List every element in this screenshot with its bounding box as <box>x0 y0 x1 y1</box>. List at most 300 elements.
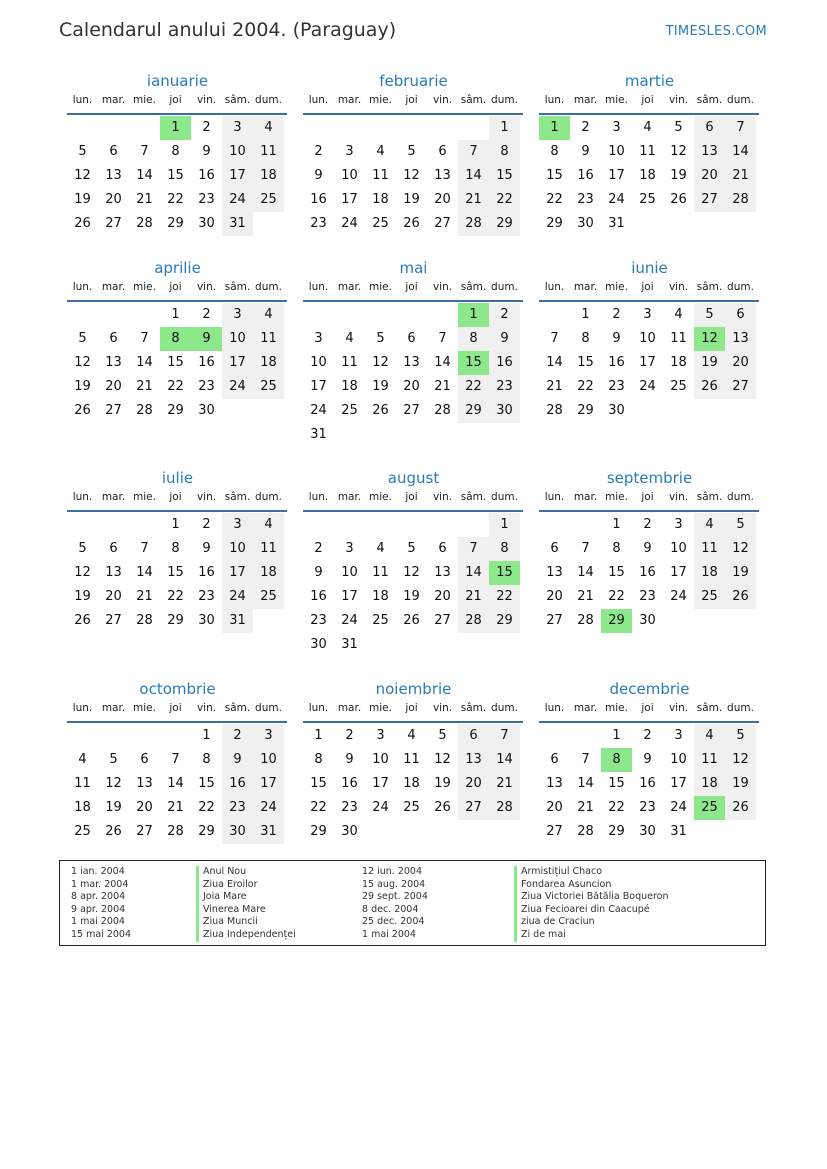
weekday-label: mie. <box>605 491 628 503</box>
weekday-label: sâm. <box>696 702 723 714</box>
day-cell: 24 <box>253 796 284 820</box>
day-cell: 5 <box>376 331 385 346</box>
day-cell: 21 <box>489 772 520 796</box>
day-cell: 27 <box>725 375 756 399</box>
week-row <box>303 537 524 561</box>
day-cell: 21 <box>577 589 594 604</box>
weekday-label: mar. <box>101 702 126 714</box>
day-cell: 24 <box>222 375 253 399</box>
month-name: mai <box>399 259 428 277</box>
empty-cell <box>427 633 458 657</box>
day-cell: 6 <box>438 541 447 556</box>
week-row <box>303 212 524 236</box>
days-grid <box>303 513 524 657</box>
day-cell: 14 <box>434 355 451 370</box>
day-cell: 4 <box>253 303 284 327</box>
weekday-label: lun. <box>72 281 93 293</box>
day-cell: 16 <box>577 168 594 183</box>
week-row <box>303 633 524 657</box>
day-cell: 29 <box>546 216 563 231</box>
day-cell: 18 <box>253 164 284 188</box>
day-cell: 10 <box>608 144 625 159</box>
day-cell: 30 <box>639 824 656 839</box>
day-cell: 15 <box>489 164 520 188</box>
weekday-label: lun. <box>544 491 565 503</box>
weekday-label: joi <box>169 491 182 503</box>
day-cell: 28 <box>577 824 594 839</box>
week-row <box>539 399 760 423</box>
weekday-label: sâm. <box>460 281 487 293</box>
day-cell: 27 <box>136 824 153 839</box>
weekday-label: vin. <box>432 94 453 106</box>
empty-cell <box>396 633 427 657</box>
day-cell: 9 <box>314 565 323 580</box>
weekday-header <box>539 491 760 509</box>
day-cell: 11 <box>372 565 389 580</box>
weekday-label: vin. <box>432 491 453 503</box>
empty-cell <box>334 513 365 537</box>
day-cell: 31 <box>310 427 327 442</box>
empty-cell <box>253 609 284 633</box>
day-cell: 18 <box>341 379 358 394</box>
week-row <box>539 609 760 633</box>
week-row <box>539 724 760 748</box>
day-cell: 6 <box>725 303 756 327</box>
day-cell: 29 <box>310 824 327 839</box>
legend-dates-left <box>71 866 131 942</box>
day-cell: 29 <box>458 399 489 423</box>
empty-cell <box>694 399 725 423</box>
week-row <box>303 585 524 609</box>
header-divider <box>67 113 287 115</box>
day-cell: 7 <box>171 752 180 767</box>
day-cell: 28 <box>546 403 563 418</box>
weekday-header <box>539 702 760 720</box>
day-cell: 20 <box>105 379 122 394</box>
empty-cell <box>725 399 756 423</box>
legend-holiday-date: 8 dec. 2004 <box>362 903 419 915</box>
empty-cell <box>458 513 489 537</box>
weekday-label: lun. <box>72 94 93 106</box>
week-row <box>303 188 524 212</box>
month-name: iulie <box>161 469 194 487</box>
week-row <box>67 513 288 537</box>
day-cell: 28 <box>434 403 451 418</box>
week-row <box>303 820 524 844</box>
day-cell: 14 <box>136 565 153 580</box>
day-cell: 19 <box>694 351 725 375</box>
legend-holiday-name: Joia Mare <box>196 891 296 904</box>
month-name: octombrie <box>139 680 216 698</box>
month-name: august <box>387 469 440 487</box>
empty-cell <box>253 399 284 423</box>
day-cell: 22 <box>608 589 625 604</box>
week-row <box>303 609 524 633</box>
legend-holiday-date: 29 sept. 2004 <box>362 891 428 903</box>
weekday-label: joi <box>641 702 654 714</box>
empty-cell <box>539 513 570 537</box>
weekday-label: dum. <box>491 94 518 106</box>
day-cell: 14 <box>458 561 489 585</box>
days-grid <box>303 303 524 447</box>
week-row <box>539 561 760 585</box>
empty-cell <box>570 724 601 748</box>
day-cell: 2 <box>202 307 211 322</box>
day-cell: 16 <box>222 772 253 796</box>
week-row <box>67 351 288 375</box>
week-row <box>539 513 760 537</box>
day-cell: 21 <box>167 800 184 815</box>
day-cell: 24 <box>670 589 687 604</box>
day-cell: 18 <box>403 776 420 791</box>
day-cell: 6 <box>140 752 149 767</box>
day-cell: 18 <box>372 589 389 604</box>
empty-cell <box>98 724 129 748</box>
day-cell: 8 <box>160 327 191 351</box>
day-cell: 27 <box>546 613 563 628</box>
day-cell: 1 <box>160 116 191 140</box>
weekday-label: mar. <box>101 491 126 503</box>
day-cell: 17 <box>670 565 687 580</box>
day-cell: 25 <box>341 403 358 418</box>
day-cell: 7 <box>140 541 149 556</box>
day-cell: 29 <box>167 613 184 628</box>
week-row <box>303 748 524 772</box>
empty-cell <box>458 820 489 844</box>
empty-cell <box>632 212 663 236</box>
weekday-header <box>539 281 760 299</box>
day-cell: 13 <box>694 140 725 164</box>
header-divider <box>303 721 523 723</box>
day-cell: 16 <box>198 168 215 183</box>
legend-names-right <box>514 866 669 942</box>
weekday-label: lun. <box>544 702 565 714</box>
weekday-label: mie. <box>369 281 392 293</box>
day-cell: 7 <box>489 724 520 748</box>
weekday-label: lun. <box>72 702 93 714</box>
week-row <box>539 748 760 772</box>
day-cell: 15 <box>310 776 327 791</box>
day-cell: 14 <box>167 776 184 791</box>
day-cell: 3 <box>345 144 354 159</box>
day-cell: 3 <box>674 517 683 532</box>
weekday-label: vin. <box>196 491 217 503</box>
legend-holiday-name: Vinerea Mare <box>196 904 296 917</box>
day-cell: 13 <box>105 168 122 183</box>
day-cell: 13 <box>546 565 563 580</box>
day-cell: 25 <box>403 800 420 815</box>
weekday-label: mar. <box>101 94 126 106</box>
days-grid <box>67 724 288 844</box>
day-cell: 1 <box>171 307 180 322</box>
day-cell: 1 <box>539 116 570 140</box>
legend-holiday-name: Ziua Muncii <box>196 916 296 929</box>
day-cell: 8 <box>171 144 180 159</box>
legend-holiday-date: 1 mar. 2004 <box>71 878 129 890</box>
day-cell: 2 <box>643 517 652 532</box>
day-cell: 27 <box>694 188 725 212</box>
weekday-label: dum. <box>727 94 754 106</box>
day-cell: 9 <box>581 144 590 159</box>
day-cell: 14 <box>577 565 594 580</box>
day-cell: 20 <box>546 589 563 604</box>
week-row <box>539 772 760 796</box>
day-cell: 5 <box>725 513 756 537</box>
weekday-label: mie. <box>133 281 156 293</box>
days-grid <box>67 513 288 633</box>
legend-holiday-name: Armistițiul Chaco <box>514 866 669 879</box>
month-name: decembrie <box>609 680 690 698</box>
day-cell: 29 <box>577 403 594 418</box>
legend-holiday-name: Ziua Fecioarei din Caacupé <box>514 904 669 917</box>
weekday-label: dum. <box>727 491 754 503</box>
day-cell: 26 <box>372 403 389 418</box>
day-cell: 5 <box>438 728 447 743</box>
day-cell: 20 <box>458 772 489 796</box>
site-logo-link[interactable]: TIMESLES.COM <box>665 24 767 39</box>
day-cell: 21 <box>725 164 756 188</box>
empty-cell <box>303 303 334 327</box>
day-cell: 11 <box>694 748 725 772</box>
day-cell: 22 <box>489 585 520 609</box>
day-cell: 5 <box>109 752 118 767</box>
day-cell: 21 <box>458 188 489 212</box>
empty-cell <box>570 513 601 537</box>
week-row <box>303 116 524 140</box>
weekday-header <box>303 491 524 509</box>
day-cell: 5 <box>407 541 416 556</box>
day-cell: 24 <box>222 188 253 212</box>
day-cell: 24 <box>310 403 327 418</box>
day-cell: 18 <box>694 772 725 796</box>
day-cell: 24 <box>341 613 358 628</box>
days-grid <box>539 303 760 423</box>
weekday-label: joi <box>405 702 418 714</box>
day-cell: 13 <box>434 565 451 580</box>
empty-cell <box>365 423 396 447</box>
legend-holiday-name: Ziua Victoriei Bătălia Boqueron <box>514 891 669 904</box>
day-cell: 30 <box>577 216 594 231</box>
day-cell: 27 <box>434 216 451 231</box>
weekday-label: vin. <box>196 702 217 714</box>
week-row <box>539 212 760 236</box>
weekday-label: dum. <box>491 702 518 714</box>
day-cell: 10 <box>670 752 687 767</box>
empty-cell <box>458 116 489 140</box>
empty-cell <box>489 820 520 844</box>
month-octombrie <box>67 680 288 844</box>
empty-cell <box>396 303 427 327</box>
day-cell: 12 <box>403 168 420 183</box>
day-cell: 20 <box>725 351 756 375</box>
day-cell: 6 <box>109 541 118 556</box>
week-row <box>539 585 760 609</box>
day-cell: 3 <box>314 331 323 346</box>
day-cell: 21 <box>577 800 594 815</box>
weekday-header <box>67 281 288 299</box>
day-cell: 18 <box>372 192 389 207</box>
day-cell: 15 <box>608 776 625 791</box>
empty-cell <box>663 609 694 633</box>
day-cell: 13 <box>136 776 153 791</box>
day-cell: 14 <box>136 168 153 183</box>
day-cell: 9 <box>643 541 652 556</box>
day-cell: 15 <box>577 355 594 370</box>
week-row <box>539 164 760 188</box>
day-cell: 11 <box>253 327 284 351</box>
day-cell: 5 <box>725 724 756 748</box>
legend-holiday-name: Ziua Eroilor <box>196 879 296 892</box>
week-row <box>303 513 524 537</box>
day-cell: 2 <box>581 120 590 135</box>
day-cell: 12 <box>694 327 725 351</box>
weekday-label: mar. <box>337 702 362 714</box>
legend-holiday-name: Anul Nou <box>196 866 296 879</box>
legend-names-left <box>196 866 296 942</box>
day-cell: 30 <box>198 613 215 628</box>
day-cell: 8 <box>314 752 323 767</box>
empty-cell <box>303 513 334 537</box>
day-cell: 6 <box>458 724 489 748</box>
month-noiembrie <box>303 680 524 844</box>
month-iunie <box>539 259 760 423</box>
empty-cell <box>539 724 570 748</box>
day-cell: 9 <box>314 168 323 183</box>
day-cell: 19 <box>74 589 91 604</box>
weekday-label: dum. <box>255 94 282 106</box>
weekday-label: mar. <box>337 281 362 293</box>
week-row <box>67 116 288 140</box>
week-row <box>539 375 760 399</box>
header-divider <box>539 510 759 512</box>
month-februarie <box>303 72 524 236</box>
weekday-label: mar. <box>573 281 598 293</box>
day-cell: 12 <box>434 752 451 767</box>
day-cell: 6 <box>438 144 447 159</box>
month-august <box>303 469 524 657</box>
legend-holiday-date: 12 iun. 2004 <box>362 866 423 877</box>
day-cell: 12 <box>725 537 756 561</box>
day-cell: 25 <box>639 192 656 207</box>
day-cell: 7 <box>140 144 149 159</box>
weekday-label: vin. <box>668 281 689 293</box>
weekday-label: sâm. <box>460 94 487 106</box>
weekday-header <box>303 702 524 720</box>
day-cell: 3 <box>674 728 683 743</box>
day-cell: 26 <box>74 403 91 418</box>
day-cell: 16 <box>310 192 327 207</box>
empty-cell <box>129 724 160 748</box>
day-cell: 25 <box>372 613 389 628</box>
day-cell: 20 <box>434 192 451 207</box>
day-cell: 22 <box>198 800 215 815</box>
weekday-label: joi <box>405 94 418 106</box>
week-row <box>303 399 524 423</box>
week-row <box>539 303 760 327</box>
week-row <box>303 423 524 447</box>
day-cell: 10 <box>341 168 358 183</box>
day-cell: 28 <box>167 824 184 839</box>
week-row <box>67 772 288 796</box>
day-cell: 16 <box>489 351 520 375</box>
header-divider <box>539 300 759 302</box>
day-cell: 16 <box>310 589 327 604</box>
day-cell: 7 <box>458 140 489 164</box>
weekday-label: dum. <box>727 281 754 293</box>
day-cell: 15 <box>167 355 184 370</box>
days-grid <box>539 513 760 633</box>
day-cell: 11 <box>253 537 284 561</box>
day-cell: 3 <box>345 541 354 556</box>
week-row <box>303 796 524 820</box>
legend-holiday-date: 1 mai 2004 <box>71 916 125 928</box>
day-cell: 3 <box>222 513 253 537</box>
day-cell: 6 <box>550 752 559 767</box>
weekday-label: vin. <box>196 94 217 106</box>
day-cell: 26 <box>403 216 420 231</box>
day-cell: 15 <box>608 565 625 580</box>
day-cell: 4 <box>694 724 725 748</box>
day-cell: 31 <box>222 609 253 633</box>
empty-cell <box>67 724 98 748</box>
weekday-label: lun. <box>308 281 329 293</box>
day-cell: 30 <box>198 216 215 231</box>
day-cell: 7 <box>581 541 590 556</box>
day-cell: 8 <box>581 331 590 346</box>
day-cell: 1 <box>612 517 621 532</box>
day-cell: 22 <box>608 800 625 815</box>
month-name: aprilie <box>154 259 201 277</box>
day-cell: 4 <box>253 116 284 140</box>
day-cell: 16 <box>198 565 215 580</box>
day-cell: 24 <box>222 585 253 609</box>
empty-cell <box>98 116 129 140</box>
legend-holiday-date: 8 apr. 2004 <box>71 891 126 903</box>
day-cell: 14 <box>489 748 520 772</box>
day-cell: 16 <box>341 776 358 791</box>
day-cell: 25 <box>694 585 725 609</box>
day-cell: 5 <box>78 331 87 346</box>
day-cell: 28 <box>458 212 489 236</box>
empty-cell <box>427 513 458 537</box>
day-cell: 9 <box>489 327 520 351</box>
day-cell: 27 <box>458 796 489 820</box>
legend-holiday-name: ziua de Craciun <box>514 916 669 929</box>
day-cell: 13 <box>434 168 451 183</box>
day-cell: 18 <box>670 355 687 370</box>
day-cell: 9 <box>612 331 621 346</box>
legend-holiday-date: 1 ian. 2004 <box>71 866 125 877</box>
empty-cell <box>663 399 694 423</box>
day-cell: 23 <box>577 192 594 207</box>
week-row <box>67 140 288 164</box>
empty-cell <box>725 820 756 844</box>
weekday-label: mar. <box>337 491 362 503</box>
day-cell: 27 <box>105 613 122 628</box>
month-septembrie <box>539 469 760 633</box>
days-grid <box>539 724 760 844</box>
day-cell: 23 <box>489 375 520 399</box>
empty-cell <box>334 303 365 327</box>
day-cell: 30 <box>198 403 215 418</box>
day-cell: 20 <box>434 589 451 604</box>
day-cell: 6 <box>550 541 559 556</box>
week-row <box>303 561 524 585</box>
day-cell: 2 <box>202 517 211 532</box>
empty-cell <box>427 820 458 844</box>
day-cell: 7 <box>725 116 756 140</box>
day-cell: 21 <box>458 585 489 609</box>
